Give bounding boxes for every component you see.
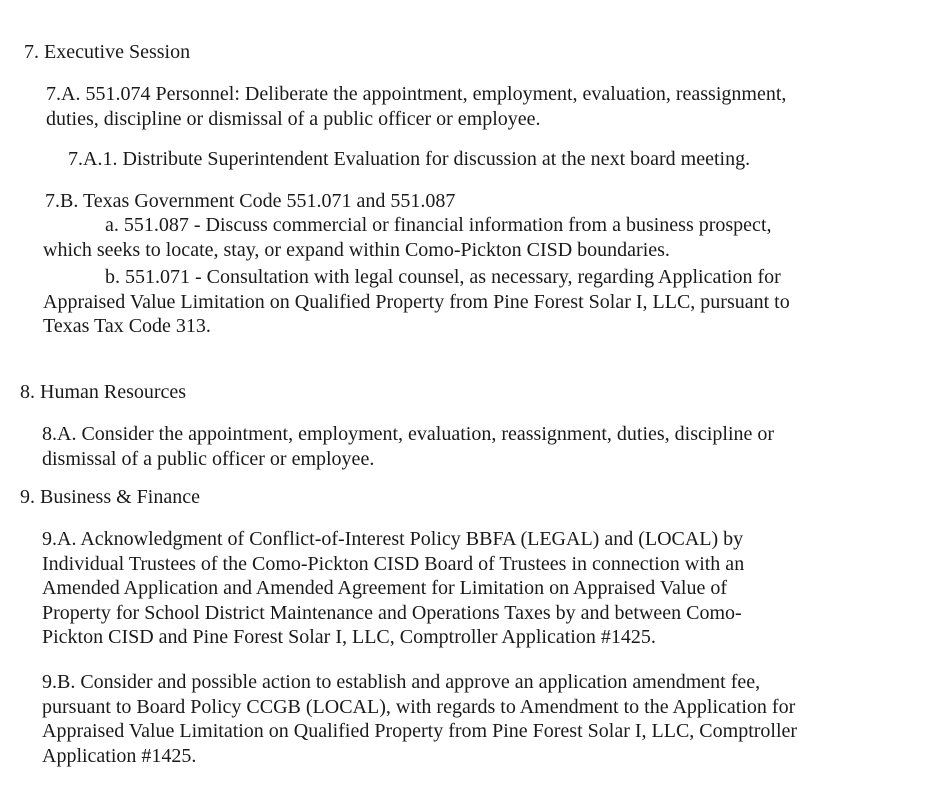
section-7-heading: 7. Executive Session <box>24 41 191 63</box>
item-7b-heading: 7.B. Texas Government Code 551.071 and 551.087 <box>45 190 456 212</box>
section-9-heading: 9. Business & Finance <box>20 486 200 508</box>
item-9a <box>42 527 744 650</box>
item-9a-line-3: Amended Application and Amended Agreement for Limitation on Appraised Value of <box>42 577 728 599</box>
item-9a-line-4: Property for School District Maintenance and Operations Taxes by and between Como- <box>42 601 742 624</box>
item-7b-a-line-1: a. 551.087 - Discuss commercial or financial information from a business prospect, <box>105 214 772 236</box>
item-7b-b-line-2: Appraised Value Limitation on Qualified Property from Pine Forest Solar I, LLC, pursuant to <box>43 291 790 313</box>
item-7a <box>46 82 786 131</box>
item-9a-line-5: Pickton CISD and Pine Forest Solar I, LLC, Comptroller Application #1425. <box>42 626 656 648</box>
item-7b-b-line-3: Texas Tax Code 313. <box>43 315 211 337</box>
item-9b-line-4: Application #1425. <box>42 744 197 767</box>
item-7a-line-1: 7.A. 551.074 Personnel: Deliberate the appointment, employment, evaluation, reassignment, <box>46 83 787 105</box>
item-9a-line-1: 9.A. Acknowledgment of Conflict-of-Interest Policy BBFA (LEGAL) and (LOCAL) by <box>42 528 744 550</box>
item-8a <box>42 422 774 471</box>
item-7a1: 7.A.1. Distribute Superintendent Evaluation for discussion at the next board meeting. <box>68 148 751 170</box>
item-7b-a-line-2: which seeks to locate, stay, or expand within Como-Pickton CISD boundaries. <box>43 239 670 261</box>
item-7a-line-2: duties, discipline or dismissal of a public officer or employee. <box>46 107 541 130</box>
item-9a-line-2: Individual Trustees of the Como-Pickton CISD Board of Trustees in connection with an <box>42 552 745 575</box>
item-9b-line-2: pursuant to Board Policy CCGB (LOCAL), with regards to Amendment to the Application for <box>42 695 796 718</box>
item-8a-line-2: dismissal of a public officer or employee. <box>42 447 375 470</box>
item-8a-line-1: 8.A. Consider the appointment, employment, evaluation, reassignment, duties, discipline or <box>42 423 775 445</box>
item-9b <box>42 670 797 768</box>
item-7b-b-line-1: b. 551.071 - Consultation with legal counsel, as necessary, regarding Application for <box>105 266 781 288</box>
section-8-heading: 8. Human Resources <box>20 381 187 403</box>
item-9b-line-3: Appraised Value Limitation on Qualified Property from Pine Forest Solar I, LLC, Comptroller <box>42 720 798 742</box>
item-9b-line-1: 9.B. Consider and possible action to establish and approve an application amendment fee, <box>42 671 761 693</box>
